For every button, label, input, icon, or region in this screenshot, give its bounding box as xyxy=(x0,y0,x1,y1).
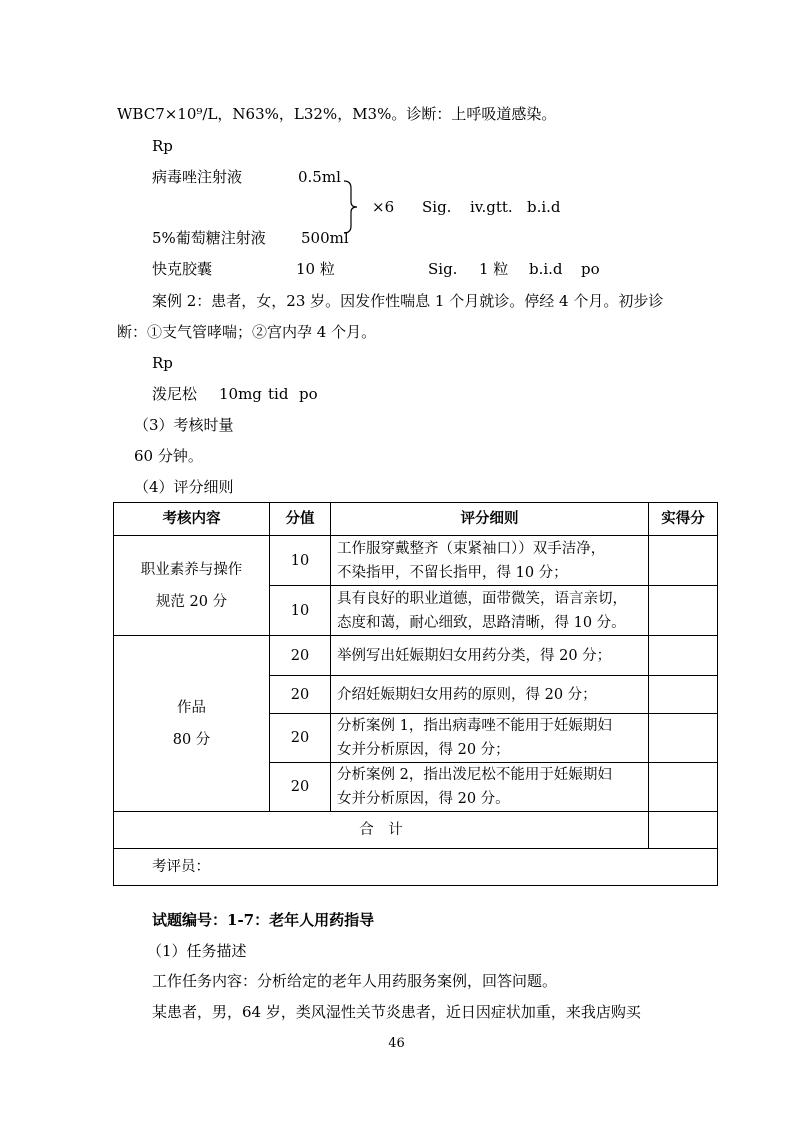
drug-name: 5%葡萄糖注射液 xyxy=(152,229,266,247)
rp-label: Rp xyxy=(152,137,173,155)
table-row xyxy=(114,536,718,586)
category-line: 作品 xyxy=(177,699,206,716)
criteria-line: 女并分析原因，得 20 分。 xyxy=(337,791,510,807)
time-value: 60 分钟。 xyxy=(134,447,203,465)
brace-icon xyxy=(342,180,358,234)
drug-dose: 10mg xyxy=(219,385,262,403)
score-cell: 20 xyxy=(270,676,331,714)
table-row xyxy=(114,636,718,676)
criteria-line: 女并分析原因，得 20 分； xyxy=(337,742,510,758)
drug-route: po xyxy=(299,385,318,403)
header-criteria: 评分细则 xyxy=(331,503,649,536)
lab-result-line: WBC7×10⁹/L，N63%，L32%，M3%。诊断：上呼吸道感染。 xyxy=(117,105,557,123)
criteria-line: 工作服穿戴整齐（束紧袖口））双手洁净， xyxy=(337,540,606,557)
criteria-line: 介绍妊娠期妇女用药的原则，得 20 分； xyxy=(337,686,597,703)
criteria-cell xyxy=(331,586,649,636)
criteria-cell xyxy=(331,763,649,812)
actual-score-cell[interactable] xyxy=(649,763,718,812)
combo-frequency: b.i.d xyxy=(527,198,561,216)
criteria-line: 分析案例 1，指出病毒唑不能用于妊娠期妇 xyxy=(337,718,612,734)
drug-name: 泼尼松 xyxy=(152,385,198,403)
drug-frequency: tid xyxy=(268,385,289,403)
task-heading: （1）任务描述 xyxy=(147,942,247,960)
scoring-table xyxy=(113,502,718,886)
category-cell xyxy=(114,536,270,636)
total-score-cell[interactable] xyxy=(649,812,718,849)
total-row xyxy=(114,812,718,849)
criteria-line: 具有良好的职业道德，面带微笑，语言亲切， xyxy=(337,590,627,607)
actual-score-cell[interactable] xyxy=(649,714,718,763)
total-label: 合 计 xyxy=(114,812,649,849)
table-header-row xyxy=(114,503,718,536)
combo-times: ×6 xyxy=(372,198,395,216)
header-score: 分值 xyxy=(270,503,331,536)
rules-heading: （4）评分细则 xyxy=(134,478,234,496)
actual-score-cell[interactable] xyxy=(649,636,718,676)
task-content: 工作任务内容：分析给定的老年人用药服务案例，回答问题。 xyxy=(152,972,558,990)
case-line: 某患者，男，64 岁，类风湿性关节炎患者，近日因症状加重，来我店购买 xyxy=(152,1003,641,1021)
combo-sig: Sig. xyxy=(422,198,452,216)
score-cell: 10 xyxy=(270,536,331,586)
criteria-cell xyxy=(331,676,649,714)
drug-frequency: b.i.d xyxy=(529,260,563,278)
drug-name: 快克胶囊 xyxy=(152,260,213,278)
actual-score-cell[interactable] xyxy=(649,586,718,636)
score-cell: 10 xyxy=(270,586,331,636)
question-title: 试题编号：1-7：老年人用药指导 xyxy=(152,911,375,929)
examiner-label: 考评员： xyxy=(114,849,718,886)
drug-name: 病毒唑注射液 xyxy=(152,168,243,186)
score-cell: 20 xyxy=(270,763,331,812)
criteria-line: 态度和蔼，耐心细致，思路清晰，得 10 分。 xyxy=(337,614,626,631)
actual-score-cell[interactable] xyxy=(649,536,718,586)
page-number: 46 xyxy=(388,1036,405,1051)
drug-route: po xyxy=(581,260,600,278)
criteria-cell xyxy=(331,714,649,763)
criteria-cell xyxy=(331,536,649,586)
category-line: 规范 20 分 xyxy=(155,593,228,610)
criteria-line: 不染指甲，不留长指甲，得 10 分； xyxy=(337,564,568,581)
drug-dose: 1 粒 xyxy=(479,260,509,278)
criteria-cell xyxy=(331,636,649,676)
time-heading: （3）考核时量 xyxy=(134,416,234,434)
drug-dose: 0.5ml xyxy=(298,168,341,186)
rp-label: Rp xyxy=(152,354,173,372)
score-cell: 20 xyxy=(270,714,331,763)
actual-score-cell[interactable] xyxy=(649,676,718,714)
drug-dose: 500ml xyxy=(301,229,349,247)
category-cell xyxy=(114,636,270,812)
category-line: 职业素养与操作 xyxy=(140,561,243,578)
drug-quantity: 10 粒 xyxy=(296,260,335,278)
drug-sig: Sig. xyxy=(428,260,458,278)
case2-line2: 断：①支气管哮喘；②宫内孕 4 个月。 xyxy=(117,323,377,341)
examiner-row xyxy=(114,849,718,886)
criteria-line: 举例写出妊娠期妇女用药分类，得 20 分； xyxy=(337,647,612,664)
category-line: 80 分 xyxy=(172,731,211,748)
combo-route: iv.gtt. xyxy=(470,198,513,216)
criteria-line: 分析案例 2，指出泼尼松不能用于妊娠期妇 xyxy=(337,767,612,783)
header-content: 考核内容 xyxy=(114,503,270,536)
case2-line1: 案例 2：患者，女，23 岁。因发作性喘息 1 个月就诊。停经 4 个月。初步诊 xyxy=(152,292,664,310)
header-actual-score: 实得分 xyxy=(649,503,718,536)
score-cell: 20 xyxy=(270,636,331,676)
